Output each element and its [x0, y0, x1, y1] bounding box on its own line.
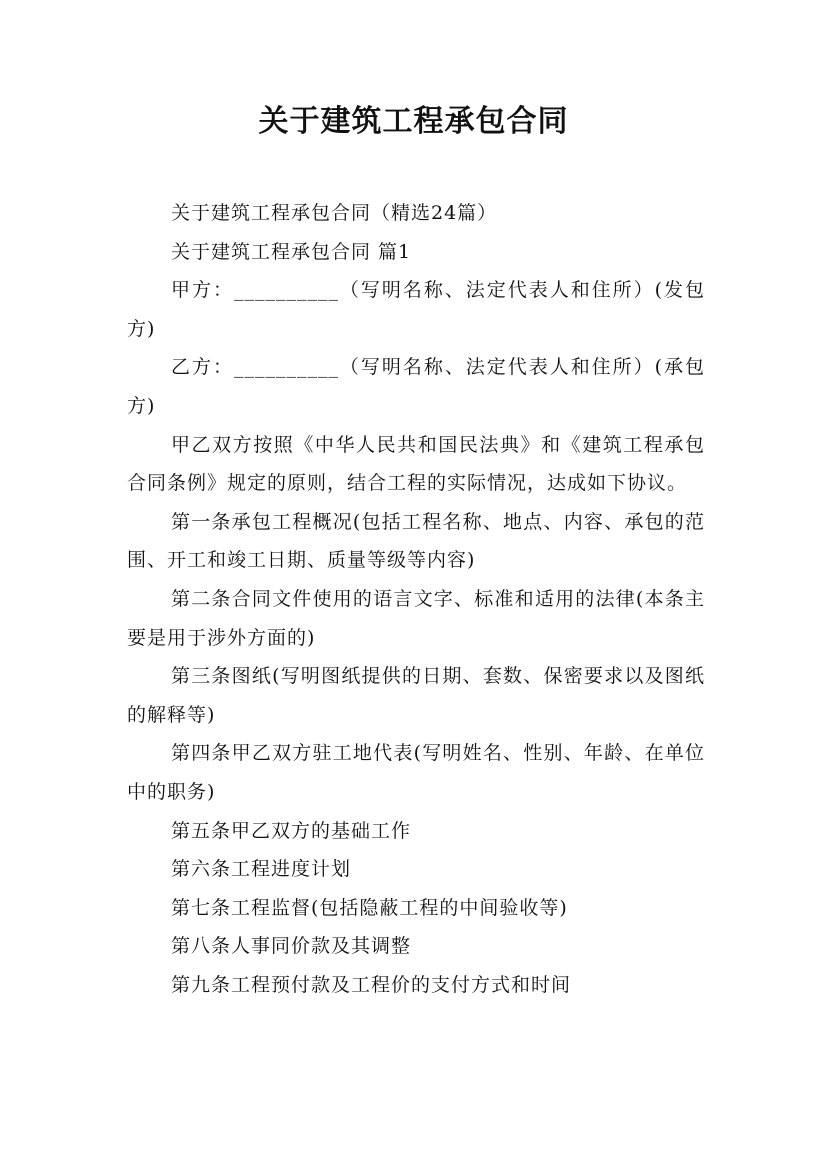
paragraph-article-4: 第四条甲乙双方驻工地代表(写明姓名、性别、年龄、在单位中的职务) — [127, 742, 705, 803]
paragraph-article-7: 第七条工程监督(包括隐蔽工程的中间验收等) — [171, 896, 568, 919]
paragraph-article-3: 第三条图纸(写明图纸提供的日期、套数、保密要求以及图纸的解释等) — [127, 665, 705, 726]
paragraph-party-a: 甲方：__________（写明名称、法定代表人和住所）(发包方) — [127, 279, 705, 340]
paragraph-article-8: 第八条人事同价款及其调整 — [171, 935, 412, 958]
document-title: 关于建筑工程承包合同 — [258, 104, 569, 139]
paragraph-article-9: 第九条工程预付款及工程价的支付方式和时间 — [171, 973, 572, 996]
paragraph-article-6: 第六条工程进度计划 — [171, 858, 352, 881]
paragraph-preamble: 甲乙双方按照《中华人民共和国民法典》和《建筑工程承包合同条例》规定的原则，结合工程的实际情况，达成如下协议。 — [127, 433, 705, 495]
document-body — [127, 194, 705, 1004]
paragraph-section-heading: 关于建筑工程承包合同 篇1 — [171, 240, 412, 263]
paragraph-subtitle: 关于建筑工程承包合同（精选24篇） — [171, 202, 498, 224]
paragraph-party-b: 乙方：__________（写明名称、法定代表人和住所）(承包方) — [127, 356, 705, 417]
paragraph-article-2: 第二条合同文件使用的语言文字、标准和适用的法律(本条主要是用于涉外方面的) — [127, 587, 705, 649]
paragraph-article-1: 第一条承包工程概况(包括工程名称、地点、内容、承包的范围、开工和竣工日期、质量等级等内容) — [127, 510, 705, 572]
paragraph-article-5: 第五条甲乙双方的基础工作 — [171, 819, 412, 842]
